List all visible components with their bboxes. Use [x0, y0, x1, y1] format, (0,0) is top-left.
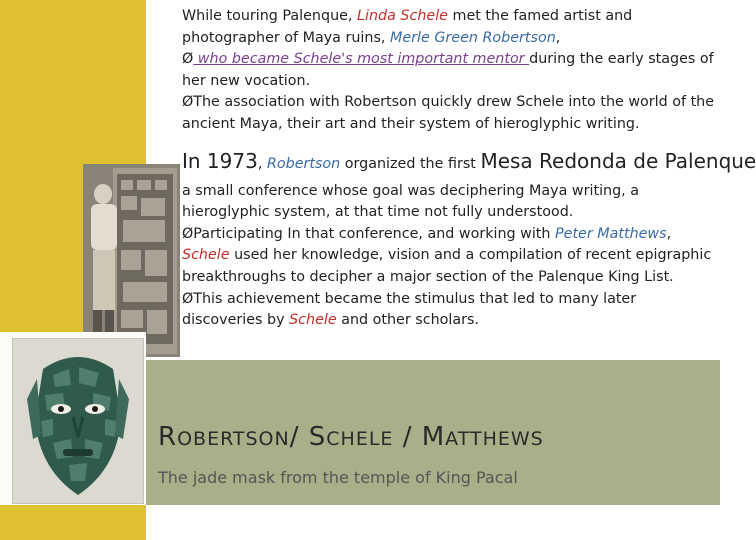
- bullet-arrow-icon: Ø: [182, 51, 194, 68]
- heading-1973: In 1973, Robertson organized the first Mesa Redonda de Palenque: [182, 148, 756, 173]
- name-schele: Schele: [182, 247, 230, 264]
- intro-paragraph: While touring Palenque, Linda Schele met the famed artist and photographer of Maya ruins, Merle Green Robertson,: [182, 8, 633, 46]
- slide-subtitle: The jade mask from the temple of King Pacal: [158, 468, 518, 487]
- jade-mask-photo: [12, 338, 144, 504]
- conference-paragraph: a small conference whose goal was deciphering Maya writing, a hieroglyphic system, at that time not fully understood.: [182, 182, 640, 221]
- name-robertson: Merle Green Robertson: [390, 29, 556, 46]
- bullet-arrow-icon: Ø: [182, 94, 194, 111]
- conference-name: Mesa Redonda de Palenque: [480, 148, 756, 173]
- bullet-arrow-icon: Ø: [182, 225, 194, 242]
- bullet-mentor: Ø who became Schele's most important mentor during the early stages of her new vocation.: [182, 51, 714, 89]
- name-robertson: Robertson: [266, 155, 341, 172]
- name-matthews: Peter Matthews: [555, 225, 667, 242]
- mentor-link[interactable]: who became Schele's most important mentor: [193, 51, 530, 68]
- name-schele: Linda Schele: [357, 8, 448, 24]
- name-schele: Schele: [289, 312, 337, 329]
- body-text: [182, 6, 756, 332]
- gold-footer-block: [0, 505, 146, 540]
- slide-title: ROBERTSON/ SCHELE / MATTHEWS: [158, 422, 544, 452]
- stele-photo: [83, 164, 180, 357]
- bullet-arrow-icon: Ø: [182, 290, 194, 307]
- bullet-association: ØThe association with Robertson quickly drew Schele into the world of the ancient Maya, their art and their system of hieroglyphic writing.: [182, 94, 715, 132]
- mask-frame: [0, 332, 146, 505]
- bullet-participating: ØParticipating In that conference, and working with Peter Matthews, Schele used her knowledge, vision and a compilation of recent epigraphic breakthroughs to decipher a major section of the Palenque King List.: [182, 225, 712, 285]
- bullet-achievement: ØThis achievement became the stimulus that led to many later discoveries by Schele and other scholars.: [182, 290, 637, 329]
